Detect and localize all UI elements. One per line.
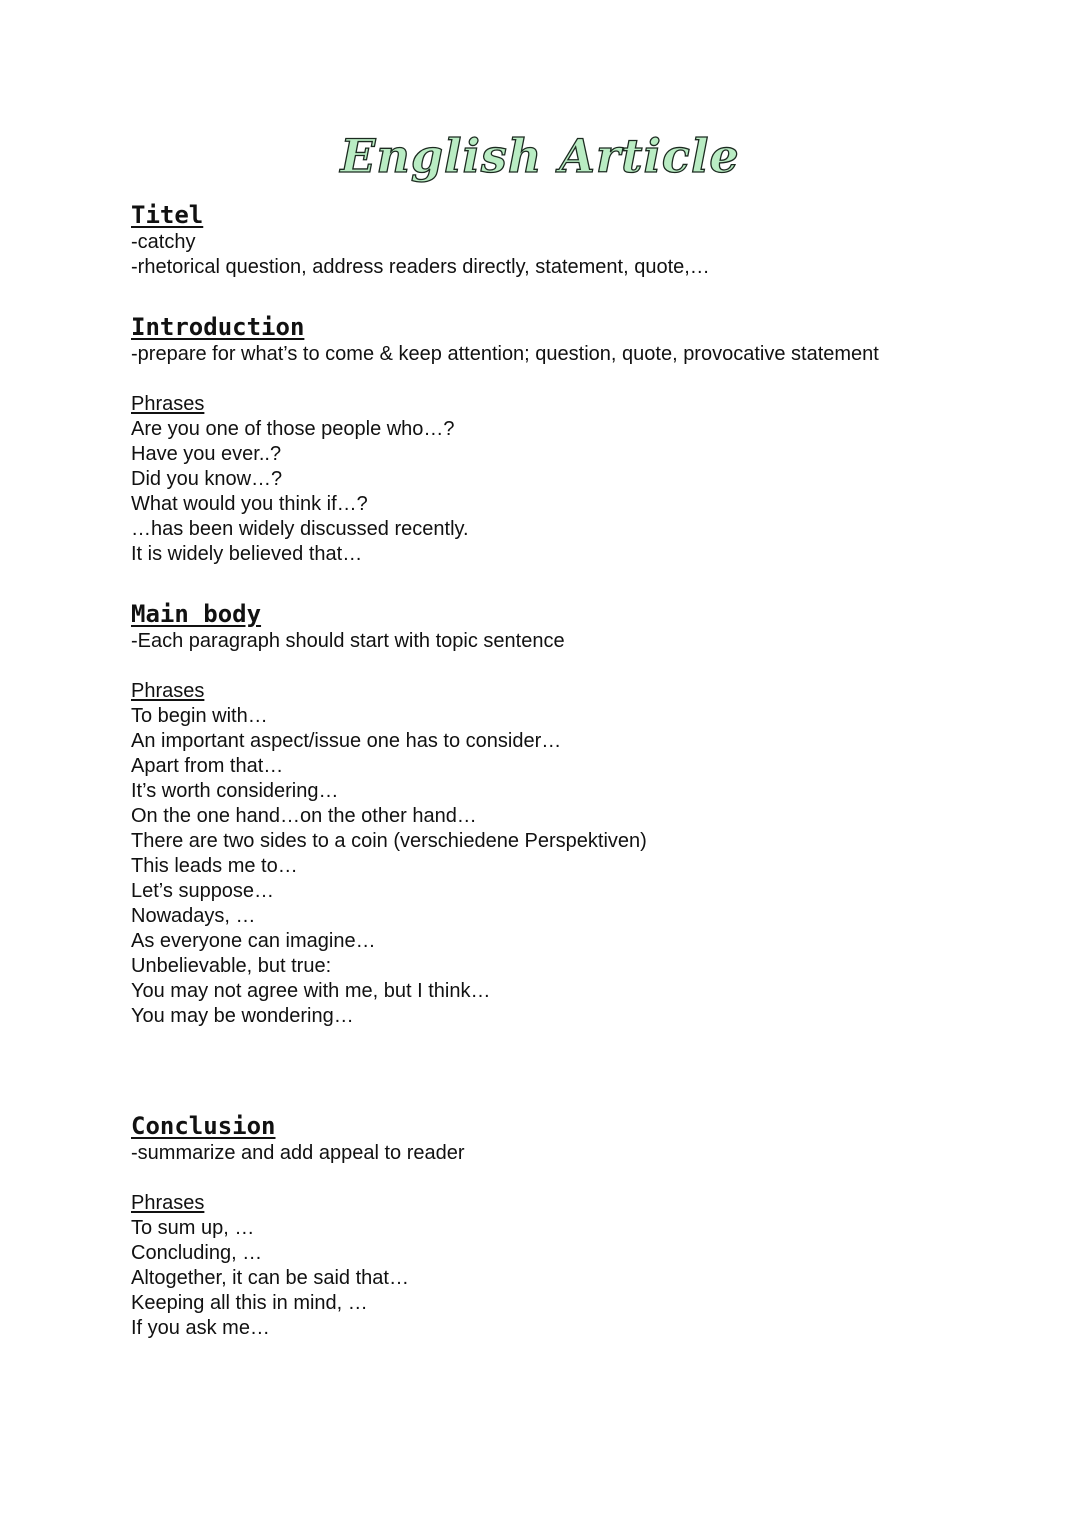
phrase-item: This leads me to… — [131, 855, 298, 877]
conclusion-phrases-label: Phrases — [131, 1192, 205, 1214]
phrase-item: There are two sides to a coin (verschiedene Perspektiven) — [131, 830, 647, 852]
introduction-phrases-label: Phrases — [131, 393, 205, 415]
titel-line: -catchy — [131, 231, 196, 253]
phrase-item: On the one hand…on the other hand… — [131, 805, 477, 827]
main-body-description: -Each paragraph should start with topic sentence — [131, 630, 565, 652]
section-heading-titel: Titel — [131, 201, 204, 229]
phrase-item: As everyone can imagine… — [131, 930, 376, 952]
titel-line: -rhetorical question, address readers directly, statement, quote,… — [131, 256, 710, 278]
section-introduction — [131, 312, 1011, 567]
page-title: English Article — [340, 129, 740, 183]
phrase-item: It is widely believed that… — [131, 543, 363, 565]
phrase-item: To begin with… — [131, 705, 268, 727]
section-conclusion — [131, 1111, 1011, 1341]
introduction-description: -prepare for what’s to come & keep attention; question, quote, provocative statement — [131, 343, 879, 365]
phrase-item: It’s worth considering… — [131, 780, 339, 802]
main-body-phrases-label: Phrases — [131, 680, 205, 702]
section-titel — [131, 200, 1011, 280]
phrase-item: An important aspect/issue one has to consider… — [131, 730, 562, 752]
phrase-item: Have you ever..? — [131, 443, 282, 465]
phrase-item: You may be wondering… — [131, 1005, 354, 1027]
section-main-body — [131, 599, 1011, 1029]
phrase-item: Unbelievable, but true: — [131, 955, 332, 977]
document-body — [131, 200, 1011, 1341]
phrase-item: If you ask me… — [131, 1317, 270, 1339]
phrase-item: Concluding, … — [131, 1242, 263, 1264]
phrase-item: Let’s suppose… — [131, 880, 275, 902]
phrase-item: You may not agree with me, but I think… — [131, 980, 491, 1002]
phrase-item: Altogether, it can be said that… — [131, 1267, 409, 1289]
phrase-item: What would you think if…? — [131, 493, 368, 515]
phrase-item: …has been widely discussed recently. — [131, 518, 469, 540]
phrase-item: To sum up, … — [131, 1217, 255, 1239]
section-heading-introduction: Introduction — [131, 313, 305, 341]
phrase-item: Are you one of those people who…? — [131, 418, 455, 440]
phrase-item: Nowadays, … — [131, 905, 256, 927]
phrase-item: Keeping all this in mind, … — [131, 1292, 368, 1314]
phrase-item: Did you know…? — [131, 468, 283, 490]
section-heading-conclusion: Conclusion — [131, 1112, 276, 1140]
section-heading-main-body: Main body — [131, 600, 262, 628]
conclusion-description: -summarize and add appeal to reader — [131, 1142, 465, 1164]
phrase-item: Apart from that… — [131, 755, 284, 777]
